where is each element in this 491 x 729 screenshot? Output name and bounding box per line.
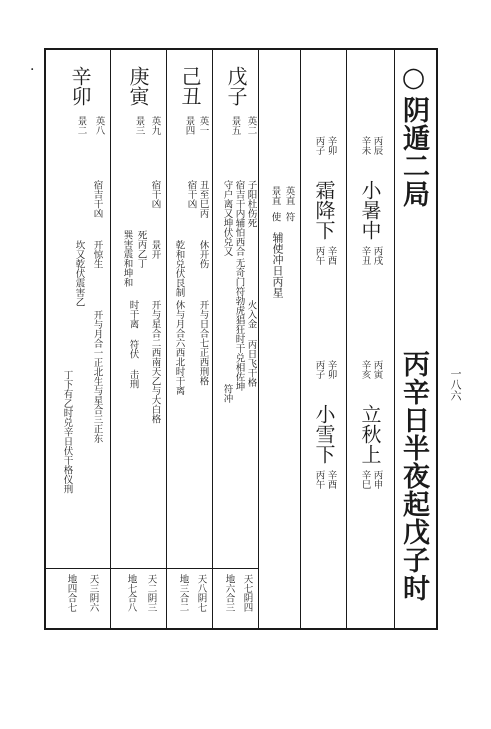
col-1-text-4: 火入金 丙日飞干格	[245, 300, 257, 387]
term-4-before: 辛卯	[325, 360, 337, 379]
term-2-term: 立秋上	[358, 404, 382, 464]
col-2-text-6: 休与月合六西北时干离	[173, 300, 185, 395]
col-3-star: 英九	[149, 116, 161, 135]
rule-title	[394, 50, 395, 628]
col-3-text-6: 时干离 符伏 击刑	[127, 300, 139, 389]
col-1-bottom-1: 天七阴四	[241, 574, 253, 612]
col-1-star: 英二	[245, 116, 257, 135]
col-3-name: 庚寅	[126, 66, 150, 106]
header-line2: 辅使冲日丙星	[271, 232, 284, 298]
term-3-before-b: 丙子	[313, 136, 325, 155]
col-3-text-2: 死丙乙丁	[135, 230, 147, 268]
rule-bottom	[46, 568, 258, 569]
col-1-text-2: 宿吉干内辅怕西合	[233, 180, 245, 256]
col-2-text-1: 丑至巳丙	[197, 180, 209, 218]
col-2-bottom-1: 天八阴七	[195, 574, 207, 612]
col-1-name: 戊子	[224, 66, 248, 106]
term-3-term: 霜降下	[312, 180, 336, 240]
col-1-text-6: 符冲	[221, 384, 233, 403]
col-2-text-4: 休开伤	[197, 240, 209, 269]
term-2-after: 丙申	[371, 470, 383, 489]
rule-header	[258, 50, 259, 628]
col-2-gate: 景四	[183, 116, 195, 135]
col-1-gate: 景五	[229, 116, 241, 135]
col-2-bottom-2: 地三合二	[177, 574, 189, 612]
col-1-text-3: 守户离又坤伏兑又	[221, 180, 233, 256]
term-4-term: 小雪下	[312, 404, 336, 464]
col-3-bottom-1: 天二阴三	[145, 574, 157, 612]
col-4-gate: 景二	[75, 116, 87, 135]
rule-term1	[346, 50, 347, 628]
col-4-text-4: 开与月合一正北生与星合三正东	[91, 310, 103, 443]
term-1-term: 小暑中	[358, 180, 382, 240]
col-4-bottom-1: 天三阴六	[87, 574, 99, 612]
col-3-text-5: 开与星合二西南天乙与大白格	[149, 300, 161, 424]
col-4-name: 辛卯	[68, 66, 92, 106]
col-2-text-5: 开与日合七正西刑格	[197, 300, 209, 386]
header-fu: 符	[283, 212, 295, 222]
header-labels-bottom: 景直	[269, 186, 281, 205]
col-4-bottom-2: 地四合七	[65, 574, 77, 612]
col-3-text-1: 宿干凶	[149, 180, 161, 209]
col-3-text-4: 巽害震和坤和	[121, 230, 133, 287]
rule-col3	[110, 50, 111, 628]
col-3-gate: 景三	[133, 116, 145, 135]
header-labels-top: 英直	[283, 186, 295, 205]
term-1-after: 丙戌	[371, 246, 383, 265]
rule-col1	[212, 50, 213, 628]
term-1-after-b: 辛丑	[359, 246, 371, 265]
col-4-text-1: 宿吉干凶	[91, 180, 103, 218]
ju-title: 阴遁二局	[398, 96, 429, 208]
term-2-before-b: 辛亥	[359, 360, 371, 379]
term-4-after-b: 丙午	[313, 470, 325, 489]
col-2-star: 英一	[197, 116, 209, 135]
term-4-before-b: 丙子	[313, 360, 325, 379]
col-4-star: 英八	[93, 116, 105, 135]
term-4-after: 辛酉	[325, 470, 337, 489]
rule-term2	[300, 50, 301, 628]
term-1-before: 丙辰	[371, 136, 383, 155]
term-1-before-b: 辛未	[359, 136, 371, 155]
col-1-text-1: 子阳杜伤死	[245, 180, 257, 228]
col-4-text-5: 丁下有乙时兑辛日伏干格仪刑	[61, 370, 73, 494]
rule-col2	[166, 50, 167, 628]
edge-mark: ·	[30, 62, 35, 78]
col-3-bottom-2: 地七合八	[125, 574, 137, 612]
col-3-text-3: 景开	[149, 240, 161, 259]
col-1-text-5: 无奇门符勃虎猖狂时干兑相佐坤	[233, 258, 245, 391]
subtitle: 丙辛日半夜起戊子时	[398, 350, 429, 602]
term-3-after-b: 丙午	[313, 246, 325, 265]
circle-mark: ○	[398, 62, 429, 94]
col-2-text-3: 乾和兑伏艮制	[173, 240, 185, 297]
col-2-text-2: 宿干凶	[185, 180, 197, 209]
col-4-text-3: 坎又乾伏震害乙	[73, 240, 85, 307]
col-4-text-2: 开惊生	[91, 240, 103, 269]
col-2-name: 己丑	[178, 66, 202, 106]
term-3-before: 辛卯	[325, 136, 337, 155]
term-2-after-b: 辛巳	[359, 470, 371, 489]
term-2-before: 丙寅	[371, 360, 383, 379]
term-3-after: 辛酉	[325, 246, 337, 265]
page-number: 一八六	[449, 368, 462, 401]
header-shi: 使	[269, 212, 281, 222]
col-1-bottom-2: 地六合三	[223, 574, 235, 612]
